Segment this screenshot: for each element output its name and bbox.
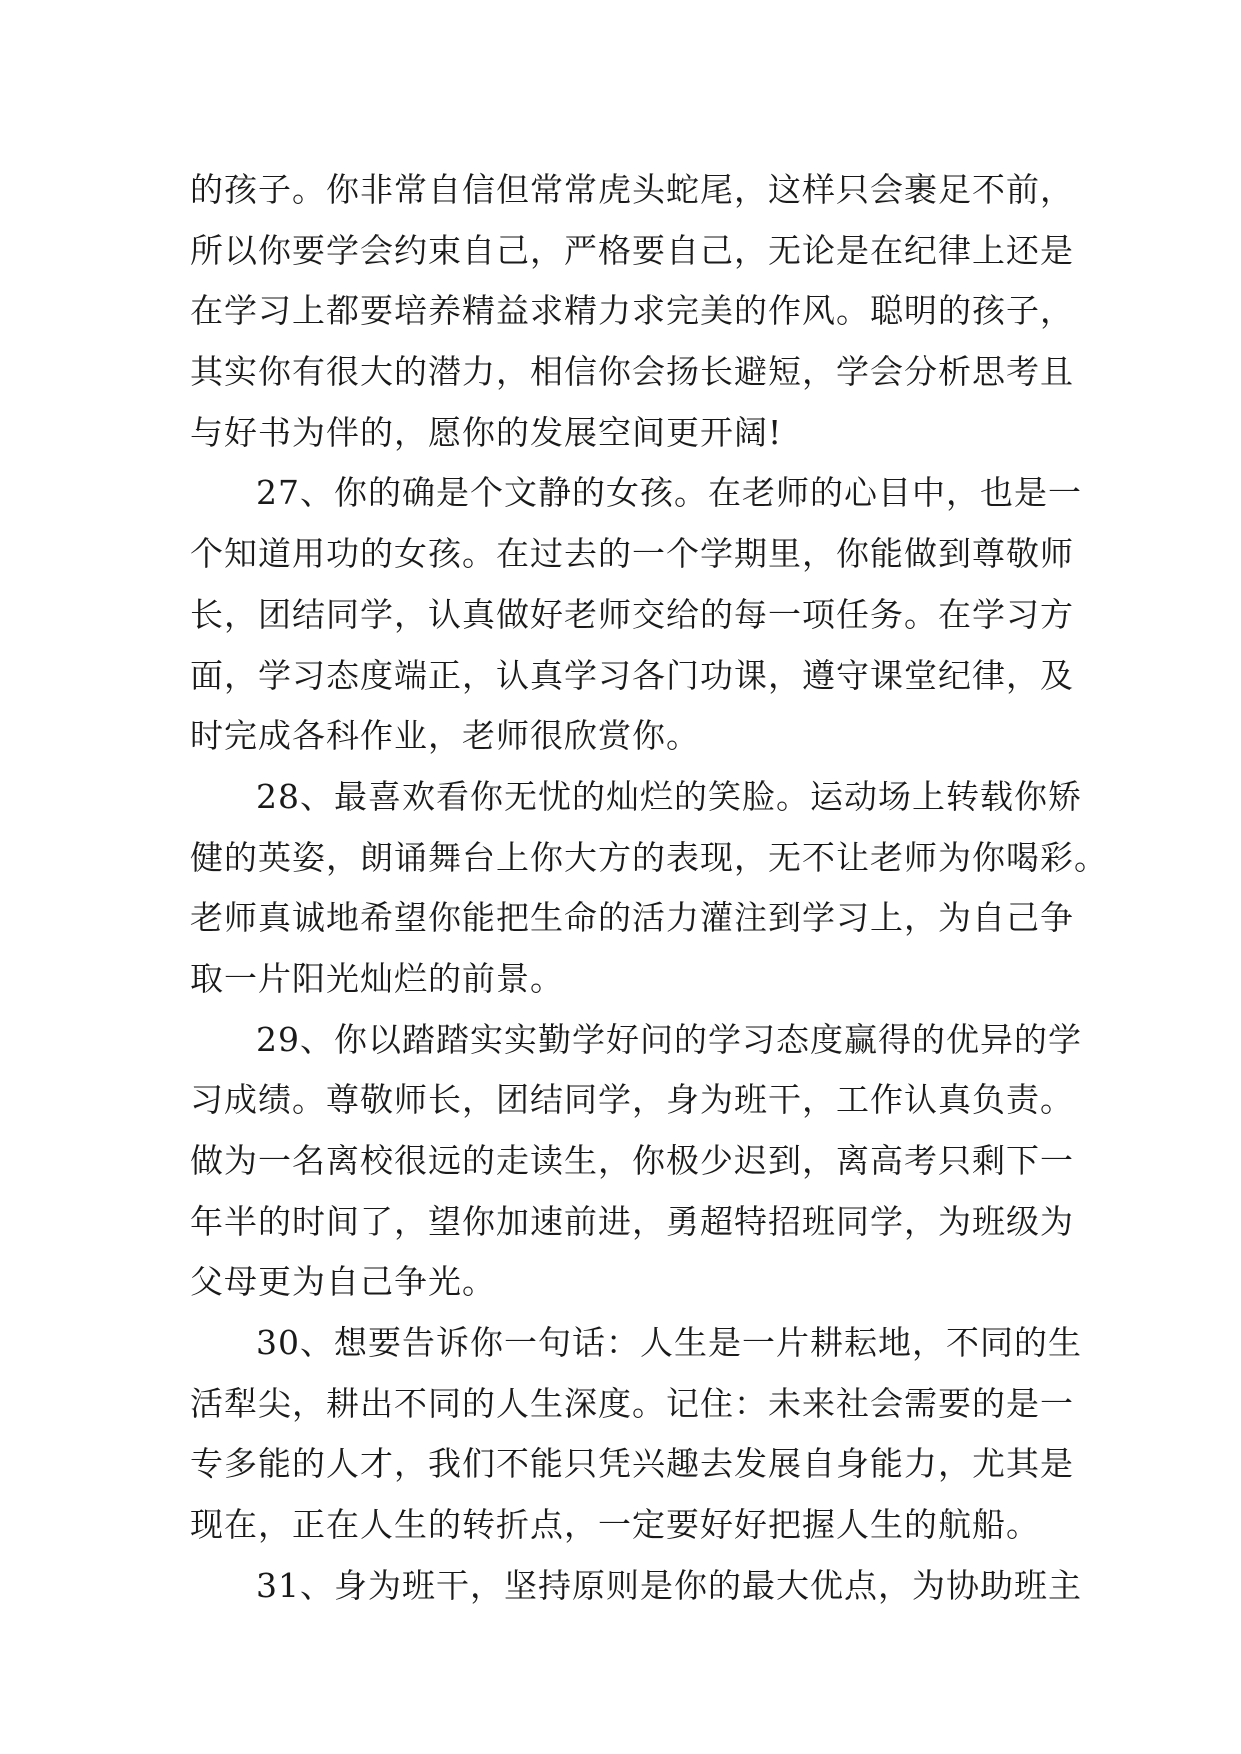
text-line: 时完成各科作业，老师很欣赏你。 — [190, 716, 700, 756]
text-line: 的孩子。你非常自信但常常虎头蛇尾，这样只会裹足不前， — [190, 170, 1074, 209]
text-line: 取一片阳光灿烂的前景。 — [190, 958, 564, 998]
text-line: 面，学习态度端正，认真学习各门功课，遵守课堂纪律，及 — [190, 655, 1074, 695]
text-line: 健的英姿，朗诵舞台上你大方的表现，无不让老师为你喝彩。 — [190, 837, 1108, 877]
text-line: 年半的时间了，望你加速前进，勇超特招班同学，为班级为 — [190, 1201, 1074, 1241]
text-line: 个知道用功的女孩。在过去的一个学期里，你能做到尊敬师 — [190, 534, 1074, 574]
paragraph-31 — [190, 1556, 1082, 1617]
paragraph-continuation — [190, 160, 1074, 463]
text-line: 老师真诚地希望你能把生命的活力灌注到学习上，为自己争 — [190, 898, 1074, 938]
text-line: 27、你的确是个文静的女孩。在老师的心目中，也是一 — [256, 473, 1082, 513]
text-line: 其实你有很大的潜力，相信你会扬长避短，学会分析思考且 — [190, 352, 1074, 392]
text-line: 30、想要告诉你一句话：人生是一片耕耘地，不同的生 — [256, 1323, 1082, 1363]
text-line: 习成绩。尊敬师长，团结同学，身为班干，工作认真负责。 — [190, 1080, 1074, 1120]
document-body — [190, 160, 1108, 1617]
text-line: 28、最喜欢看你无忧的灿烂的笑脸。运动场上转载你矫 — [256, 776, 1082, 816]
paragraph-28 — [190, 767, 1108, 1010]
text-line: 29、你以踏踏实实勤学好问的学习态度赢得的优异的学 — [256, 1019, 1082, 1059]
paragraph-30 — [190, 1313, 1082, 1556]
text-line: 31、身为班干，坚持原则是你的最大优点，为协助班主 — [256, 1565, 1082, 1605]
text-line: 现在，正在人生的转折点，一定要好好把握人生的航船。 — [190, 1505, 1040, 1545]
text-line: 做为一名离校很远的走读生，你极少迟到，离高考只剩下一 — [190, 1141, 1074, 1180]
text-line: 专多能的人才，我们不能只凭兴趣去发展自身能力，尤其是 — [190, 1444, 1074, 1484]
text-line: 所以你要学会约束自己，严格要自己，无论是在纪律上还是 — [190, 230, 1074, 270]
text-line: 与好书为伴的，愿你的发展空间更开阔! — [190, 412, 783, 452]
text-line: 在学习上都要培养精益求精力求完美的作风。聪明的孩子， — [190, 291, 1074, 331]
text-line: 长，团结同学，认真做好老师交给的每一项任务。在学习方 — [190, 594, 1074, 634]
text-line: 父母更为自己争光。 — [190, 1262, 496, 1302]
paragraph-27 — [190, 463, 1082, 766]
paragraph-29 — [190, 1010, 1082, 1313]
text-line: 活犁尖，耕出不同的人生深度。记住：未来社会需要的是一 — [190, 1383, 1074, 1423]
